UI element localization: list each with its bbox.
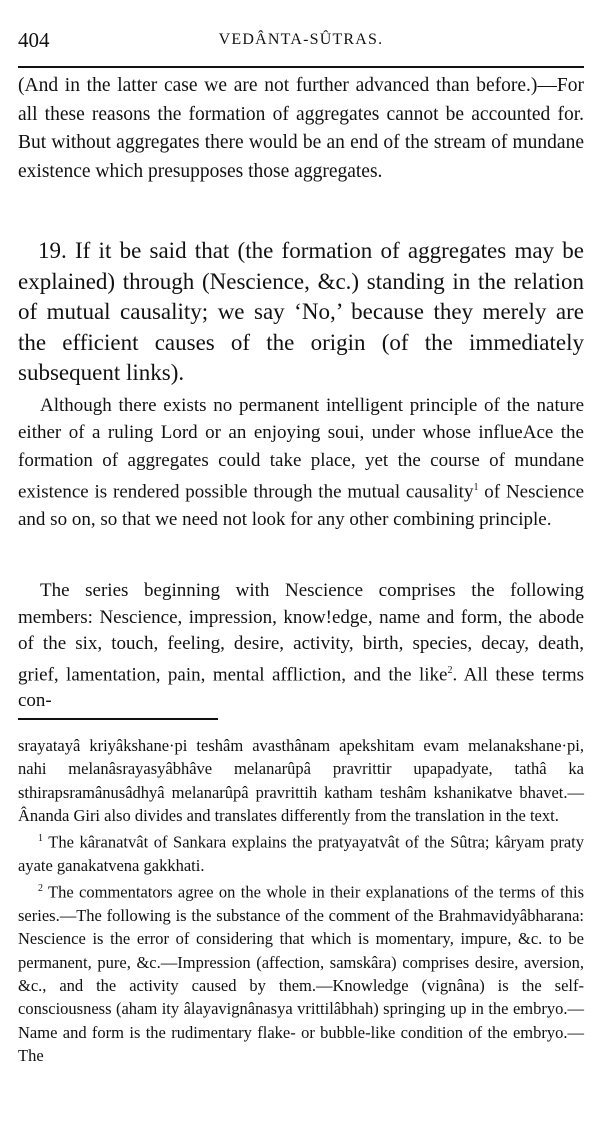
page-header	[18, 22, 584, 52]
body-paragraph-2-text: The series beginning with Nescience comprises the following members: Nescience, impression, know!edge, name and form, the abode of the six, touch, feeling, desire, activity, birth, species, decay, death, grief, lamentation, pain, mental affliction, and the like	[18, 580, 584, 685]
footnote-marker-1: 1	[473, 482, 479, 494]
body-paragraph-1-tail: of Nescience and so on, so that we need not look for any other combining principle.	[18, 481, 584, 530]
footnote-2-text: The commentators agree on the whole in their explanations of the terms of this series.—The following is the substance of the comment of the Brahmavidyâbharana: Nescience is the error of considering that which is momentary, impure, &c. to be permanent, pure, &c.—Impression (affection, samskâra) comprises desire, aversion, &c., and the activity caused by them.—Knowledge (vignâna) is the self-consciousness (aham ity âlayavignânasya vrittilâbhah) springing up in the embryo.—Name and form is the rudimentary flake- or bubble-like condition of the embryo.—The	[18, 882, 584, 1065]
footnote-2	[18, 877, 584, 1067]
footnotes	[18, 734, 584, 1067]
running-head: VEDÂNTA-SÛTRAS.	[218, 31, 384, 48]
footnote-1-marker: 1	[38, 833, 43, 845]
footnote-marker-2: 2	[447, 664, 453, 676]
page-number: 404	[18, 28, 50, 52]
body-paragraph-1-text: Although there exists no permanent intelligent principle of the nature either of a ruling Lord or an enjoying soui, under whose influeAce the formation of aggregates could take place, yet the course of mundane existence is rendered possible through the mutual causality	[18, 395, 584, 503]
footnote-rule	[18, 718, 218, 720]
body-paragraph-1	[18, 392, 584, 533]
body-paragraph-2	[18, 578, 584, 715]
sutra-paragraph	[18, 236, 584, 389]
body-paragraph-2-tail: . All these terms con-	[18, 663, 585, 712]
header-rule	[18, 66, 584, 68]
footnote-carryover: srayatayâ kriyâkshane·pi teshâm avasthânam apekshitam evam melanakshane·pi, nahi melanâsrayasyâbhâve melanarûpâ pravrittir upapadyate, tathâ ka sthirapsramânusâdhyâ melanarûpâ pravrittih katham teshâm kshanikatve bhavet.—Ânanda Giri also divides and translates differently from the translation in the text.	[18, 736, 584, 825]
footnote-1	[18, 827, 584, 877]
continuation-paragraph: (And in the latter case we are not further advanced than before.)—For all these reasons the formation of aggregates cannot be accounted for. But without aggregates there would be an end of the stream of mundane existence which presupposes those aggregates.	[18, 75, 584, 182]
footnote-2-marker: 2	[38, 883, 43, 895]
footnote-1-text: The kâranatvât of Sankara explains the pratyayatvât of the Sûtra; kâryam praty ayate ganakatvena gakkhati.	[18, 832, 584, 875]
sutra-text: 19. If it be said that (the formation of aggregates may be explained) through (Nescience, &c.) standing in the relation of mutual causality; we say ‘No,’ because they merely are the efficient causes of the origin (of the immediately subsequent links).	[18, 238, 584, 385]
